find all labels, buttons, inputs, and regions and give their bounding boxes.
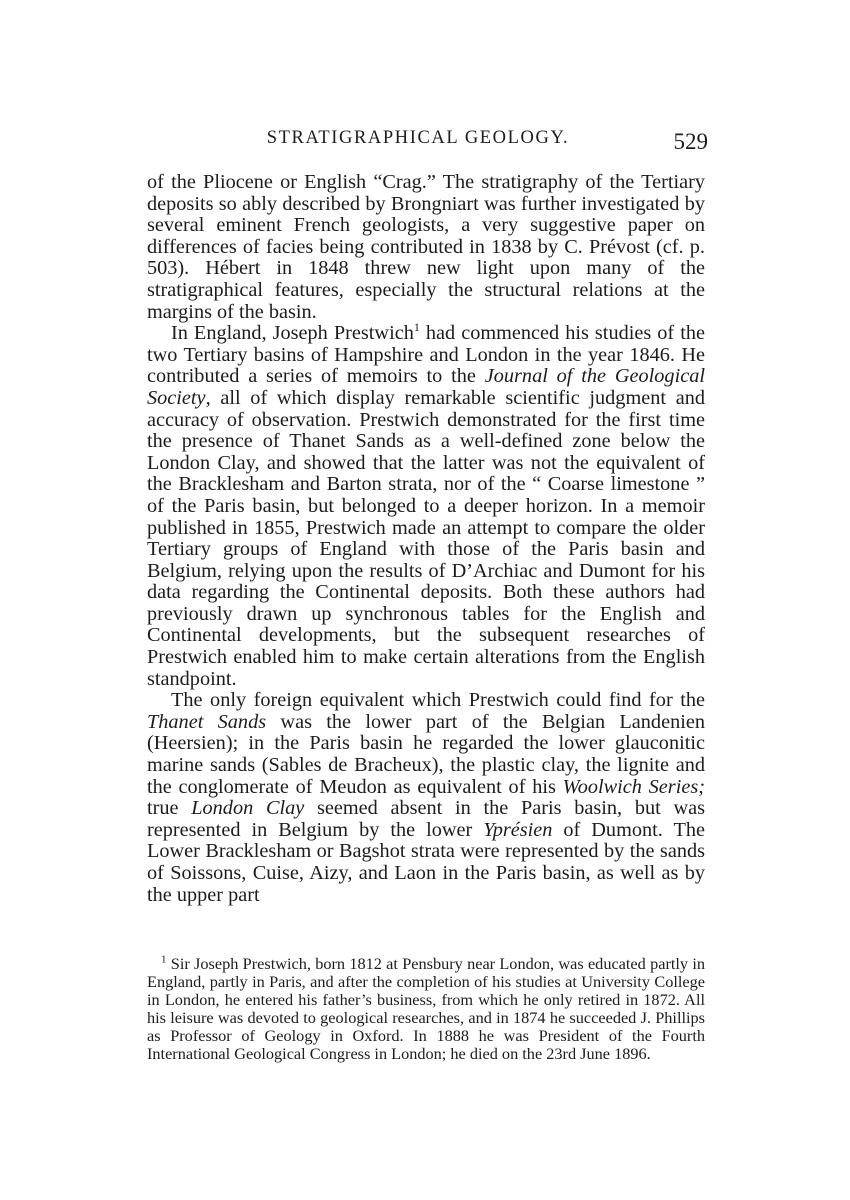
running-head — [146, 124, 708, 158]
text-segment: , all of which display remarkable scientific judgment and accuracy of observation. Prestwich demonstrated for the first time the presence of Thanet Sands as a well-defined zone below the London Clay, and showed that the latter was not the equivalent of the Bracklesham and Barton strata, nor of the “ Coarse limestone ” of the Paris basin, but belonged to a deeper horizon. In a memoir published in 1855, Prestwich made an attempt to compare the older Tertiary groups of England with those of the Paris basin and Belgium, relying upon the results of D’Archiac and Dumont for his data regarding the Continental deposits. Both these authors had previously drawn up synchronous tables for the English and Continental developments, but the subsequent researches of Prestwich enabled him to make certain alterations from the English standpoint. — [147, 386, 705, 690]
body-text — [147, 172, 705, 906]
text-segment: had commenced his studies of the two Tertiary basins of Hampshire and London in the year 1846. He contributed a series of memoirs to the — [147, 322, 705, 388]
text-segment: The only foreign equivalent which Prestwich could find for the — [171, 689, 705, 712]
italic-term: Yprésien — [483, 818, 553, 841]
footnote-1 — [147, 955, 705, 1062]
text-segment: seemed absent in the Paris basin, but was represented in Belgium by the lower — [147, 797, 705, 841]
paragraph-3 — [147, 690, 705, 906]
italic-term: Thanet Sands — [147, 710, 267, 733]
footnote-marker: 1 — [161, 953, 167, 966]
text-segment: In England, Joseph Prestwich — [171, 322, 414, 345]
text-segment: of the Pliocene or English “Crag.” The stratigraphy of the Tertiary deposits so ably described by Brongniart was further investigated by several eminent French geologists, a very suggestive paper on differences of facies being contributed in 1838 by C. Prévost (cf. p. 503). Hébert in 1848 threw new light upon many of the stratigraphical features, especially the structural relations at the margins of the basin. — [147, 171, 705, 323]
footnotes — [147, 955, 705, 1062]
footnote-reference: 1 — [413, 320, 420, 335]
italic-term: Woolwich Series; — [562, 775, 705, 798]
running-title: STRATIGRAPHICAL GEOLOGY. — [266, 128, 570, 148]
footnote-text: Sir Joseph Prestwich, born 1812 at Pensbury near London, was educated partly in England, partly in Paris, and after the completion of his studies at University College in London, he entered his father’s business, from which he only retired in 1872. All his leisure was devoted to geological researches, and in 1874 he succeeded J. Phillips as Professor of Geology in Oxford. In 1888 he was President of the Fourth International Geological Congress in London; he died on the 23rd June 1896. — [147, 954, 705, 1063]
italic-term: London Clay — [191, 797, 305, 820]
text-segment: was the lower part of the Belgian Landenien (Heersien); in the Paris basin he regarded the lower glauconitic marine sands (Sables de Bracheux), the plastic clay, the lignite and the conglomerate of Meudon as equivalent of his — [147, 710, 705, 798]
paragraph-1 — [147, 172, 705, 323]
page-number: 529 — [673, 129, 708, 154]
paragraph-2 — [147, 320, 705, 690]
text-segment: true — [147, 797, 192, 820]
text-segment: of Dumont. The Lower Bracklesham or Bagshot strata were represented by the sands of Soissons, Cuise, Aizy, and Laon in the Paris basin, as well as by the upper part — [147, 818, 705, 906]
journal-title: Journal of the Geological Society — [147, 365, 705, 409]
